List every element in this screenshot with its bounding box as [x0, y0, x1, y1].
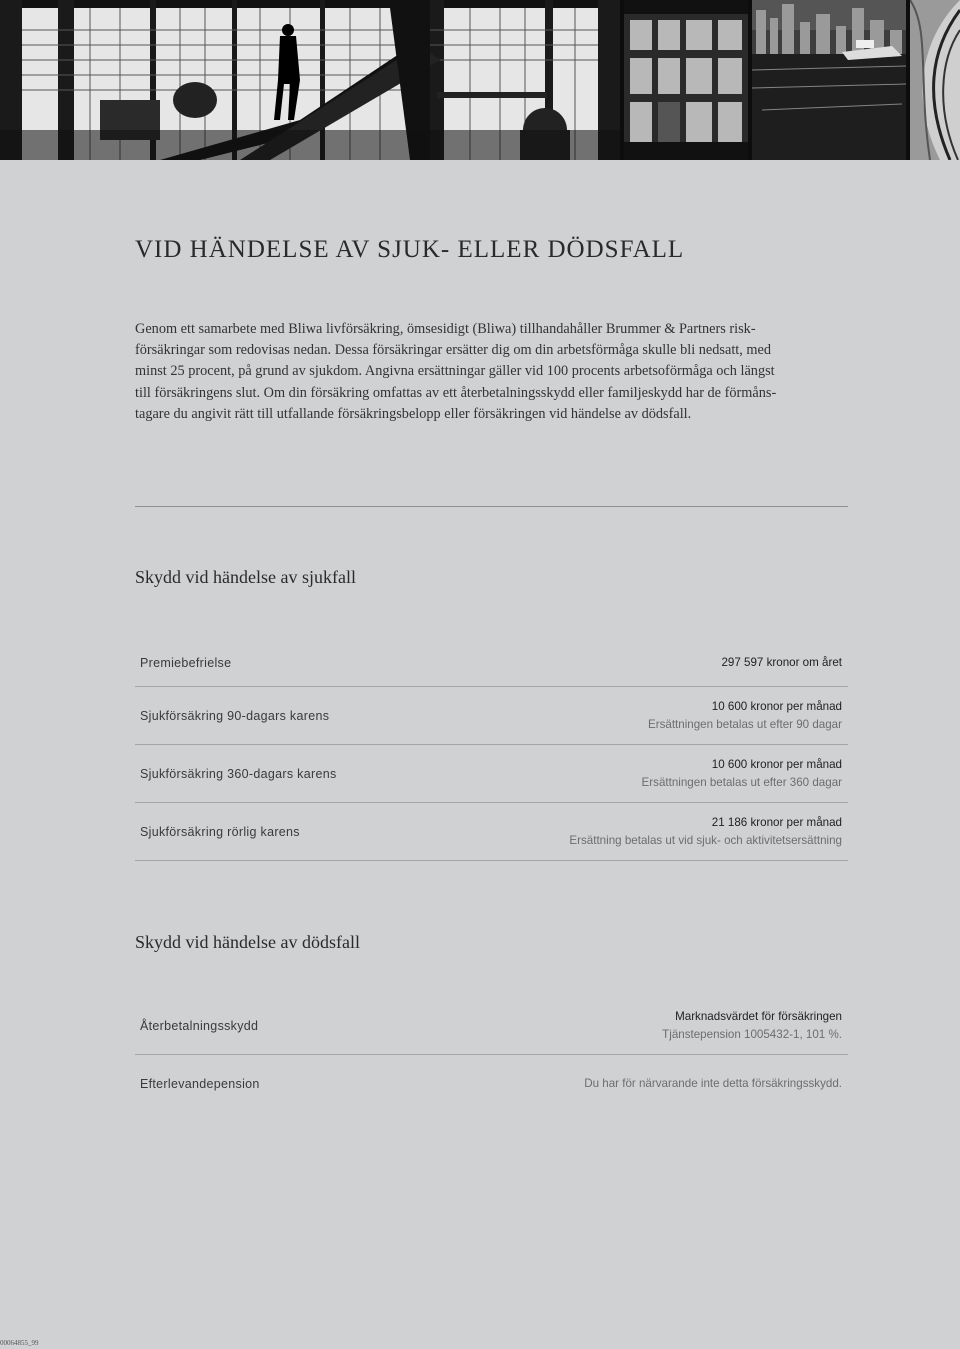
- row-value: 10 600 kronor per månad: [711, 758, 842, 771]
- photo-banner: [0, 0, 960, 160]
- intro-line: försäkringar som redovisas nedan. Dessa försäkringar ersätter dig om din arbetsförmåga skulle bli nedsatt, med: [135, 342, 772, 359]
- section-title-sjukfall: Skydd vid händelse av sjukfall: [135, 567, 356, 587]
- table-row-sjuk-360: [135, 744, 848, 802]
- row-note: Ersättningen betalas ut efter 90 dagar: [647, 718, 842, 731]
- table-row-sjuk-90: [135, 686, 848, 744]
- row-divider: [135, 860, 848, 861]
- intro-line: minst 25 procent, på grund av sjukdom. Angivna ersättningar gäller vid 100 procents arbetsoförmåga och längst: [135, 363, 775, 380]
- row-note: Ersättning betalas ut vid sjuk- och aktivitetsersättning: [569, 834, 842, 847]
- row-note: Ersättningen betalas ut efter 360 dagar: [641, 776, 842, 789]
- row-label: Efterlevandepension: [140, 1077, 260, 1091]
- intro-paragraph: [135, 319, 835, 425]
- page-title: VID HÄNDELSE AV SJUK- ELLER DÖDSFALL: [135, 236, 685, 263]
- row-value: 10 600 kronor per månad: [711, 700, 842, 713]
- row-label: Premiebefrielse: [140, 656, 232, 670]
- row-note: Du har för närvarande inte detta försäkringsskydd.: [584, 1077, 842, 1090]
- row-note: Tjänstepension 1005432-1, 101 %.: [662, 1028, 842, 1041]
- section-divider: [135, 506, 848, 507]
- section-title-dodsfall: Skydd vid händelse av dödsfall: [135, 932, 360, 952]
- intro-line: tagare du angivit rätt till utfallande försäkringsbelopp eller försäkringen vid händelse av dödsfall.: [135, 405, 692, 422]
- row-value: Marknadsvärdet för försäkringen: [675, 1010, 842, 1023]
- night-skyline-photo: [752, 0, 906, 160]
- table-row-efterlevandepension: [135, 1054, 848, 1112]
- row-label: Sjukförsäkring rörlig karens: [140, 825, 300, 839]
- row-value: 21 186 kronor per månad: [711, 816, 842, 829]
- row-value: 297 597 kronor om året: [721, 656, 842, 669]
- document-code: 00064855_99: [0, 1339, 39, 1347]
- row-label: Återbetalningsskydd: [140, 1019, 259, 1033]
- row-label: Sjukförsäkring 360-dagars karens: [140, 767, 337, 781]
- table-row-premiebefrielse: [135, 630, 848, 686]
- facade-photo: [624, 0, 748, 160]
- intro-line: Genom ett samarbete med Bliwa livförsäkring, ömsesidigt (Bliwa) tillhandahåller Brummer & Partners risk-: [135, 321, 756, 337]
- atrium-photo: [0, 0, 620, 160]
- curved-architecture-photo: [910, 0, 960, 160]
- table-row-sjuk-rorlig: [135, 802, 848, 860]
- intro-line: till försäkringens slut. Om din försäkring omfattas av ett återbetalningsskydd eller familjeskydd har de förmåns-: [135, 384, 777, 401]
- table-row-aterbetalningsskydd: [135, 996, 848, 1054]
- row-label: Sjukförsäkring 90-dagars karens: [140, 709, 330, 723]
